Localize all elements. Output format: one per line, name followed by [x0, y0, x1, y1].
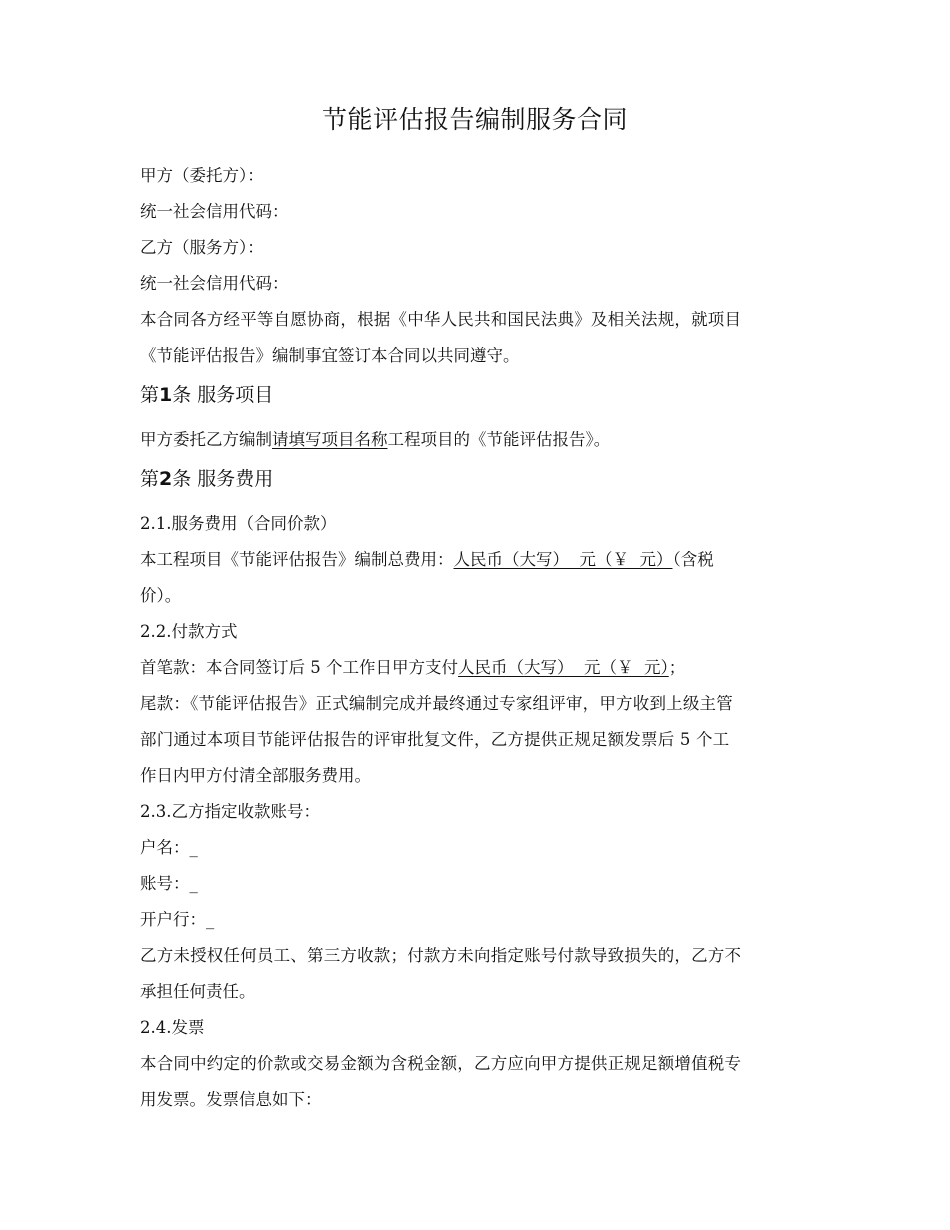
article-1-prefix: 第	[140, 384, 160, 406]
total-fee-tax-note: （含税	[672, 550, 714, 569]
section-2-1-line-2: 价）。	[140, 586, 182, 605]
article-1-title: 条 服务项目	[172, 384, 274, 406]
document-body	[140, 158, 812, 1118]
section-2-1-line-1	[140, 542, 812, 578]
credit-code-b-label: 统一社会信用代码：	[140, 274, 289, 293]
section-2-3-title: 2.3.乙方指定收款账号：	[140, 802, 320, 821]
total-fee-amount: 人民币（大写） 元（￥ 元）	[453, 550, 673, 569]
invoice-line-1: 本合同中约定的价款或交易金额为含税金额，乙方应向甲方提供正规足额增值税专	[140, 1054, 742, 1073]
party-a-label: 甲方（委托方）：	[140, 166, 264, 185]
article-2-prefix: 第	[140, 468, 160, 490]
account-name: 户名：_	[140, 838, 198, 857]
preamble-line-2: 《节能评估报告》编制事宜签订本合同以共同遵守。	[140, 346, 520, 365]
first-payment-amount: 人民币（大写） 元（￥ 元）	[458, 658, 669, 677]
invoice-line-2: 用发票。发票信息如下：	[140, 1090, 322, 1109]
article-1-text-before: 甲方委托乙方编制	[140, 430, 272, 449]
article-2-heading	[140, 460, 812, 498]
project-name-placeholder: 请填写项目名称	[272, 430, 388, 449]
document-title: 节能评估报告编制服务合同	[321, 105, 628, 134]
credit-code-a-label: 统一社会信用代码：	[140, 202, 289, 221]
preamble-line-1: 本合同各方经平等自愿协商，根据《中华人民共和国民法典》及相关法规，就项目	[140, 310, 742, 329]
final-payment-line-3: 作日内甲方付清全部服务费用。	[140, 766, 371, 785]
account-number: 账号：_	[140, 874, 198, 893]
payment-warning-line-1: 乙方未授权任何员工、第三方收款；付款方未向指定账号付款导致损失的，乙方不	[140, 946, 742, 965]
first-payment-label: 首笔款：本合同签订后 5 个工作日甲方支付	[140, 658, 458, 677]
payment-warning-line-2: 承担任何责任。	[140, 982, 256, 1001]
article-1-text-after: 工程项目的《节能评估报告》。	[387, 430, 611, 449]
total-fee-label: 本工程项目《节能评估报告》编制总费用：	[140, 550, 454, 569]
first-payment-end: ；	[668, 658, 686, 677]
party-b-label: 乙方（服务方）：	[140, 238, 264, 257]
article-2-number: 2	[159, 468, 173, 490]
article-1-heading	[140, 376, 812, 414]
first-payment-line	[140, 650, 812, 686]
section-2-4-title: 2.4.发票	[140, 1018, 205, 1037]
section-2-1-title: 2.1.服务费用（合同价款）	[140, 514, 337, 533]
account-bank: 开户行：_	[140, 910, 215, 929]
article-1-number: 1	[159, 384, 173, 406]
final-payment-line-2: 部门通过本项目节能评估报告的评审批复文件，乙方提供正规足额发票后 5 个工	[140, 730, 730, 749]
section-2-2-title: 2.2.付款方式	[140, 622, 238, 641]
article-2-title: 条 服务费用	[172, 468, 274, 490]
final-payment-line-1: 尾款：《节能评估报告》正式编制完成并最终通过专家组评审，甲方收到上级主管	[140, 694, 733, 713]
article-1-text	[140, 422, 812, 458]
